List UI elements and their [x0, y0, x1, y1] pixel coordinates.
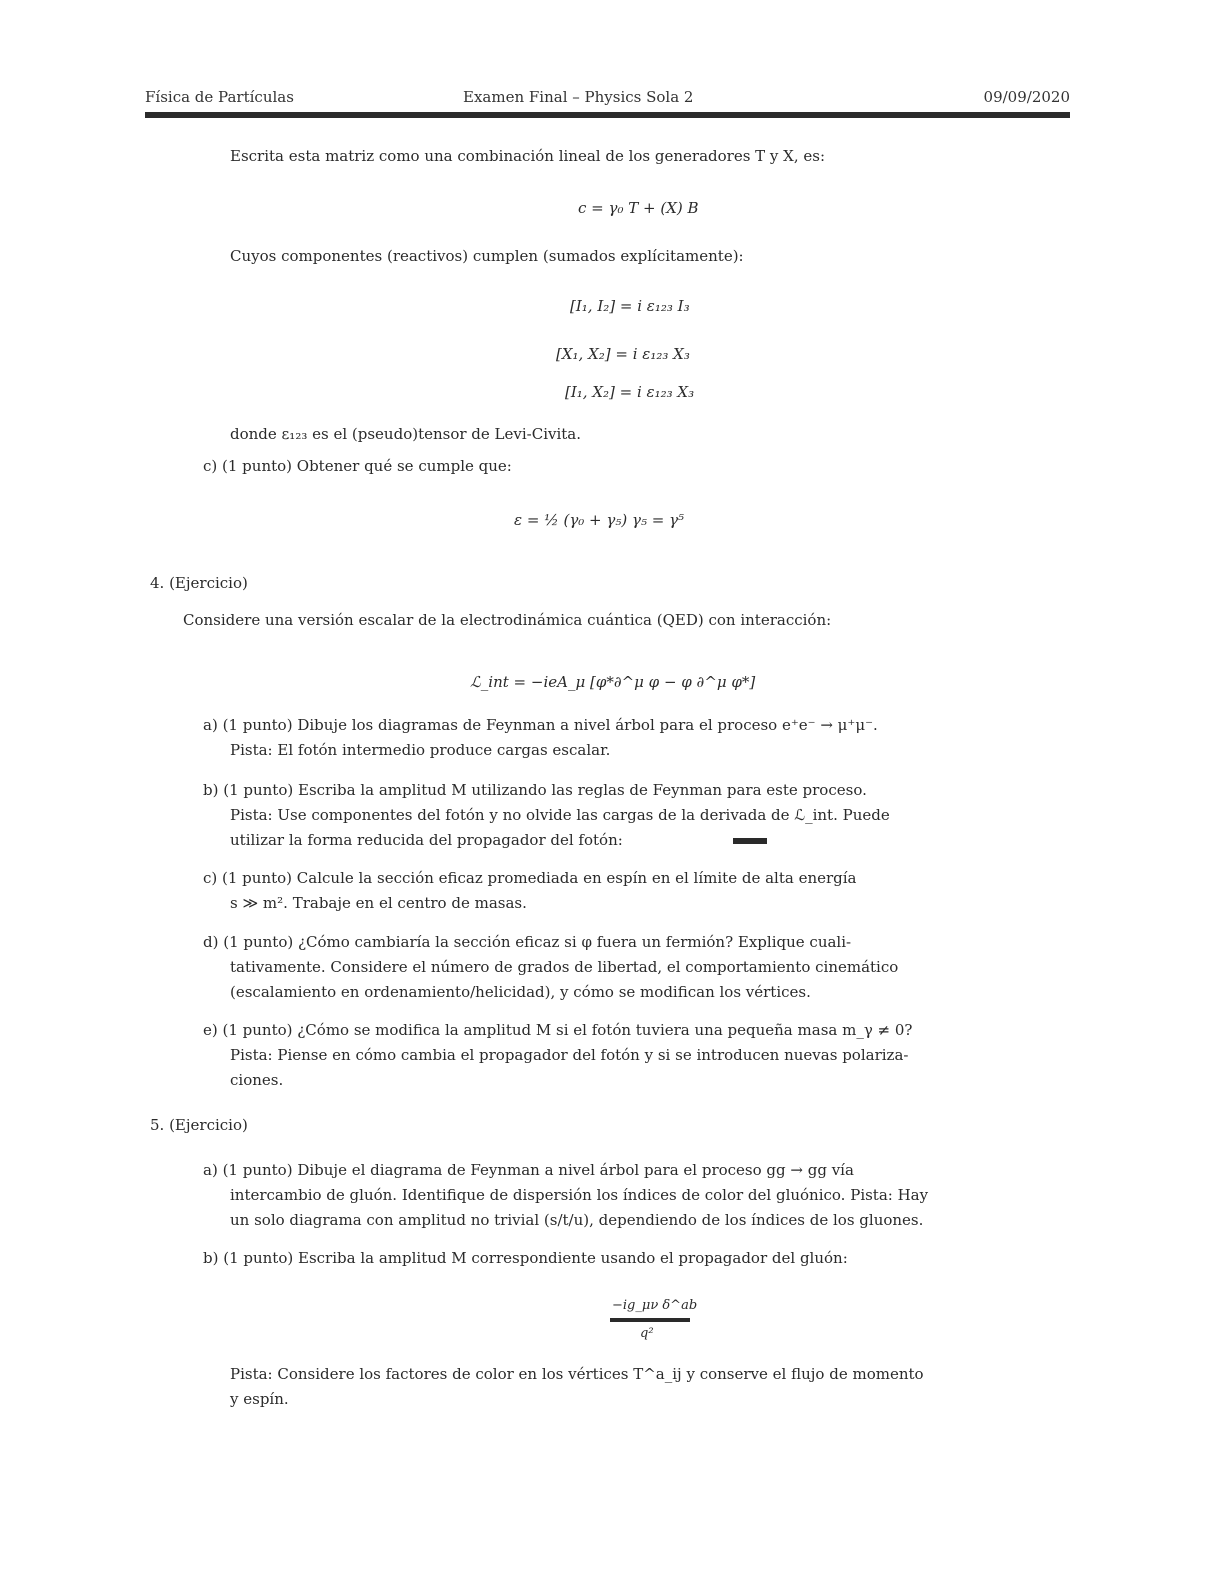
item-5a-line3: un solo diagrama con amplitud no trivial (s/t/u), dependiendo de los índices de los gluones. [230, 1211, 924, 1229]
equation-generators: c = γ₀ T + (X) B [578, 199, 699, 217]
equation-gamma5: ε = ½ (γ₀ + γ₅) γ₅ = γ⁵ [514, 511, 685, 529]
commutator-1: [I₁, I₂] = i ε₁₂₃ I₃ [570, 297, 690, 315]
item-4b-line2: Pista: Use componentes del fotón y no olvide las cargas de la derivada de ℒ_int. Puede [230, 806, 890, 824]
section-5-title: 5. (Ejercicio) [150, 1116, 248, 1134]
section-4-intro: Considere una versión escalar de la electrodinámica cuántica (QED) con interacción: [183, 611, 832, 629]
item-4b-line3: utilizar la forma reducida del propagador del fotón: [230, 831, 623, 849]
section-4-title: 4. (Ejercicio) [150, 574, 248, 592]
item-5b-hint-line2: y espín. [230, 1390, 289, 1408]
gluon-propagator-fraction-bar [610, 1318, 690, 1322]
item-4a-line1: a) (1 punto) Dibuje los diagramas de Feynman a nivel árbol para el proceso e⁺e⁻ → μ⁺μ⁻. [203, 716, 878, 734]
commutator-3: [I₁, X₂] = i ε₁₂₃ X₃ [565, 383, 695, 401]
header-date: 09/09/2020 [983, 88, 1070, 106]
item-4d-line2: tativamente. Considere el número de grados de libertad, el comportamiento cinemático [230, 958, 899, 976]
gluon-propagator-denominator: q² [640, 1326, 654, 1341]
item-4c-line2: s ≫ m². Trabaje en el centro de masas. [230, 894, 527, 912]
header-rule [145, 112, 1070, 118]
item-4d-line3: (escalamiento en ordenamiento/helicidad), y cómo se modifican los vértices. [230, 983, 811, 1001]
item-4e-line3: ciones. [230, 1071, 284, 1089]
item-5a-line1: a) (1 punto) Dibuje el diagrama de Feynman a nivel árbol para el proceso gg → gg vía [203, 1161, 854, 1179]
levi-civita-note: donde ε₁₂₃ es el (pseudo)tensor de Levi-Civita. [230, 425, 582, 443]
item-4e-line1: e) (1 punto) ¿Cómo se modifica la amplitud M si el fotón tuviera una pequeña masa m_γ ≠ 0? [203, 1021, 913, 1039]
item-4e-line2: Pista: Piense en cómo cambia el propagador del fotón y si se introducen nuevas polariza- [230, 1046, 909, 1064]
propagator-formula-mark [733, 838, 767, 844]
header-course: Física de Partículas [145, 88, 294, 106]
header-exam-title: Examen Final – Physics Sola 2 [463, 88, 694, 106]
item-5a-line2: intercambio de gluón. Identifique de dispersión los índices de color del gluónico. Pista: Hay [230, 1186, 929, 1204]
intro-line: Escrita esta matriz como una combinación lineal de los generadores T y X, es: [230, 147, 826, 165]
paragraph-components: Cuyos componentes (reactivos) cumplen (sumados explícitamente): [230, 247, 744, 265]
item-3c: c) (1 punto) Obtener qué se cumple que: [203, 457, 512, 475]
interaction-lagrangian: ℒ_int = −ieA_μ [φ*∂^μ φ − φ ∂^μ φ*] [470, 673, 756, 691]
item-5b-hint-line1: Pista: Considere los factores de color en los vértices T^a_ij y conserve el flujo de momento [230, 1365, 924, 1383]
item-4c-line1: c) (1 punto) Calcule la sección eficaz promediada en espín en el límite de alta energía [203, 869, 857, 887]
gluon-propagator-numerator: −ig_μν δ^ab [612, 1298, 698, 1313]
item-4d-line1: d) (1 punto) ¿Cómo cambiaría la sección eficaz si φ fuera un fermión? Explique cuali- [203, 933, 852, 951]
page-header [145, 88, 1070, 112]
item-4b-line1: b) (1 punto) Escriba la amplitud M utilizando las reglas de Feynman para este proceso. [203, 781, 867, 799]
item-5b-line1: b) (1 punto) Escriba la amplitud M correspondiente usando el propagador del gluón: [203, 1249, 848, 1267]
item-4a-line2: Pista: El fotón intermedio produce cargas escalar. [230, 741, 611, 759]
commutator-2: [X₁, X₂] = i ε₁₂₃ X₃ [556, 345, 690, 363]
